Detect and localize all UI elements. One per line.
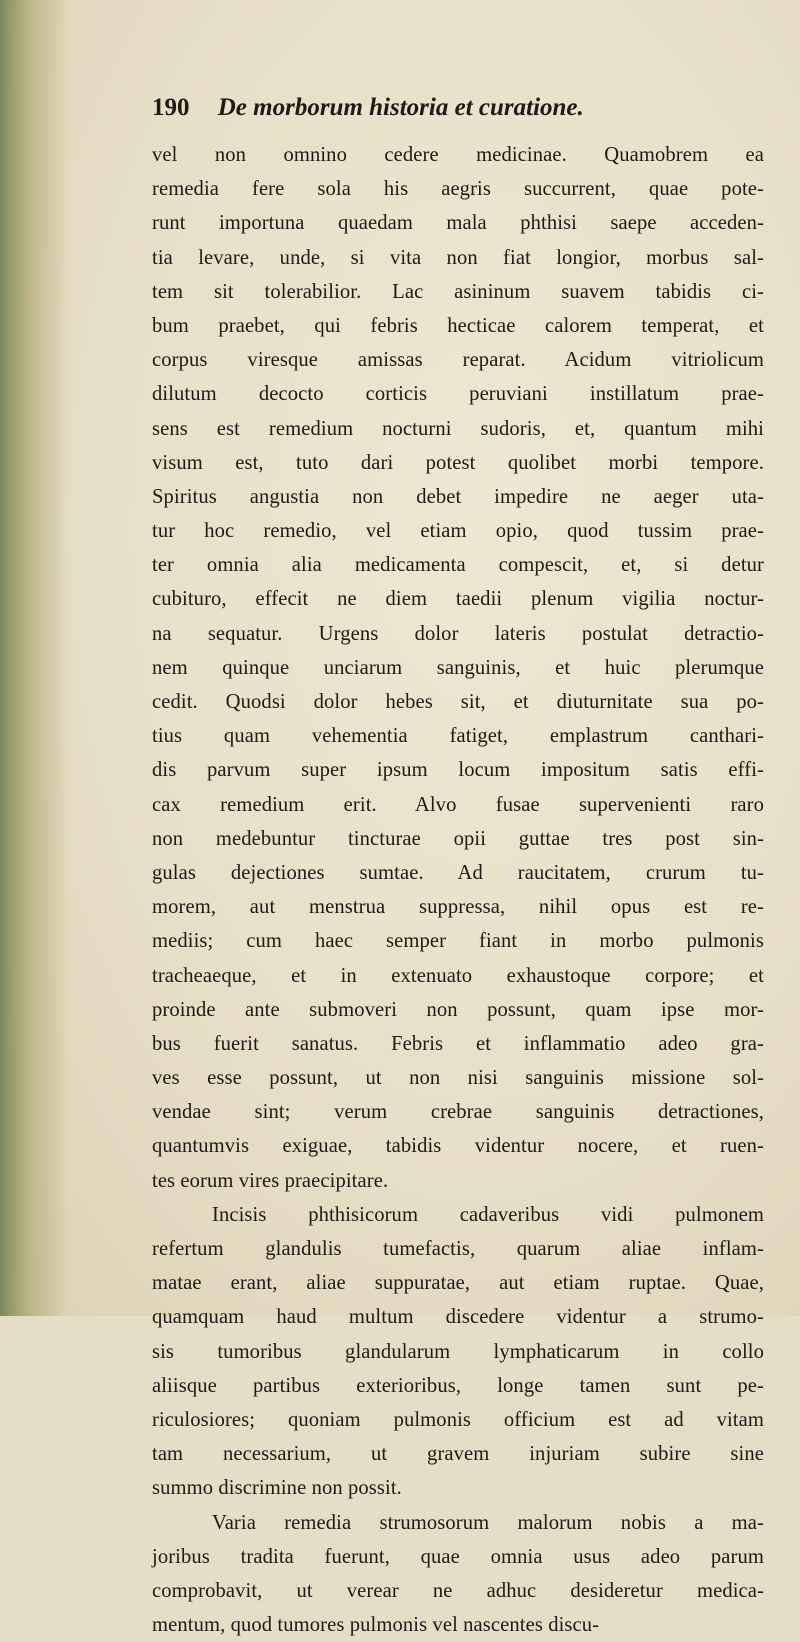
page-header xyxy=(152,90,752,126)
text-line: remedia fere sola his aegris succurrent, quae pote- xyxy=(152,178,764,201)
text-line: bum praebet, qui febris hecticae calorem temperat, et xyxy=(152,314,764,337)
text-line: sens est remedium nocturni sudoris, et, quantum mihi xyxy=(152,417,764,440)
text-line: mentum, quod tumores pulmonis vel nascentes discu- xyxy=(152,1614,600,1637)
text-line: refertum glandulis tumefactis, quarum aliae inflam- xyxy=(152,1238,764,1260)
text-line: Incisis phthisicorum cadaveribus vidi pulmonem xyxy=(212,1203,764,1226)
text-line: Spiritus angustia non debet impedire ne aeger uta- xyxy=(152,485,764,508)
text-line: visum est, tuto dari potest quolibet morbi tempore. xyxy=(152,451,764,474)
text-line: joribus tradita fuerunt, quae omnia usus adeo parum xyxy=(152,1545,764,1568)
text-line: cax remedium erit. Alvo fusae supervenienti raro xyxy=(152,793,764,816)
text-line: summo discrimine non possit. xyxy=(152,1477,402,1500)
text-line: cubituro, effecit ne diem taedii plenum vigilia noctur- xyxy=(152,588,764,611)
text-line: mediis; cum haec semper fiant in morbo pulmonis xyxy=(152,930,764,953)
text-line: Varia remedia strumosorum malorum nobis a ma- xyxy=(212,1511,764,1534)
text-line: dilutum decocto corticis peruviani instillatum prae- xyxy=(152,383,764,406)
text-line: tes eorum vires praecipitare. xyxy=(152,1169,389,1192)
text-line: matae erant, aliae suppuratae, aut etiam ruptae. Quae, xyxy=(152,1272,764,1295)
text-line: tius quam vehementia fatiget, emplastrum canthari- xyxy=(152,725,764,748)
text-line: comprobavit, ut verear ne adhuc desideretur medica- xyxy=(152,1579,764,1602)
text-line: tam necessarium, ut gravem injuriam subire sine xyxy=(152,1443,764,1466)
text-line: dis parvum super ipsum locum impositum satis effi- xyxy=(152,759,764,782)
page-number: 190 xyxy=(152,94,190,121)
text-line: cedit. Quodsi dolor hebes sit, et diuturnitate sua po- xyxy=(152,691,764,713)
text-line: na sequatur. Urgens dolor lateris postulat detractio- xyxy=(152,622,764,645)
text-line: tem sit tolerabilior. Lac asininum suavem tabidis ci- xyxy=(152,280,764,303)
text-line: riculosiores; quoniam pulmonis officium est ad vitam xyxy=(152,1408,764,1431)
text-line: ves esse possunt, ut non nisi sanguinis missione sol- xyxy=(152,1067,764,1090)
text-line: quantumvis exiguae, tabidis videntur nocere, et ruen- xyxy=(152,1135,764,1158)
text-line: aliisque partibus exterioribus, longe tamen sunt pe- xyxy=(152,1374,764,1397)
text-line: nem quinque unciarum sanguinis, et huic plerumque xyxy=(152,656,764,679)
binding-edge xyxy=(0,0,70,1316)
text-line: sis tumoribus glandularum lymphaticarum in collo xyxy=(152,1340,764,1363)
text-line: gulas dejectiones sumtae. Ad raucitatem, crurum tu- xyxy=(152,861,764,884)
text-line: morem, aut menstrua suppressa, nihil opus est re- xyxy=(152,896,764,919)
text-line: runt importuna quaedam mala phthisi saepe acceden- xyxy=(152,212,764,235)
text-line: proinde ante submoveri non possunt, quam ipse mor- xyxy=(152,998,764,1021)
text-line: ter omnia alia medicamenta compescit, et, si detur xyxy=(152,554,764,577)
text-line: bus fuerit sanatus. Febris et inflammatio adeo gra- xyxy=(152,1032,764,1055)
body-text xyxy=(152,138,764,1642)
text-line: vel non omnino cedere medicinae. Quamobrem ea xyxy=(152,144,764,166)
text-line: quamquam haud multum discedere videntur a strumo- xyxy=(152,1306,764,1329)
text-line: tia levare, unde, si vita non fiat longior, morbus sal- xyxy=(152,246,764,269)
text-line: tur hoc remedio, vel etiam opio, quod tussim prae- xyxy=(152,520,764,543)
text-line: tracheaeque, et in extenuato exhaustoque corpore; et xyxy=(152,964,764,987)
text-line: non medebuntur tincturae opii guttae tres post sin- xyxy=(152,827,764,850)
text-line: corpus viresque amissas reparat. Acidum vitriolicum xyxy=(152,349,764,372)
running-title: De morborum historia et curatione. xyxy=(217,94,584,121)
text-line: vendae sint; verum crebrae sanguinis detractiones, xyxy=(152,1101,764,1124)
